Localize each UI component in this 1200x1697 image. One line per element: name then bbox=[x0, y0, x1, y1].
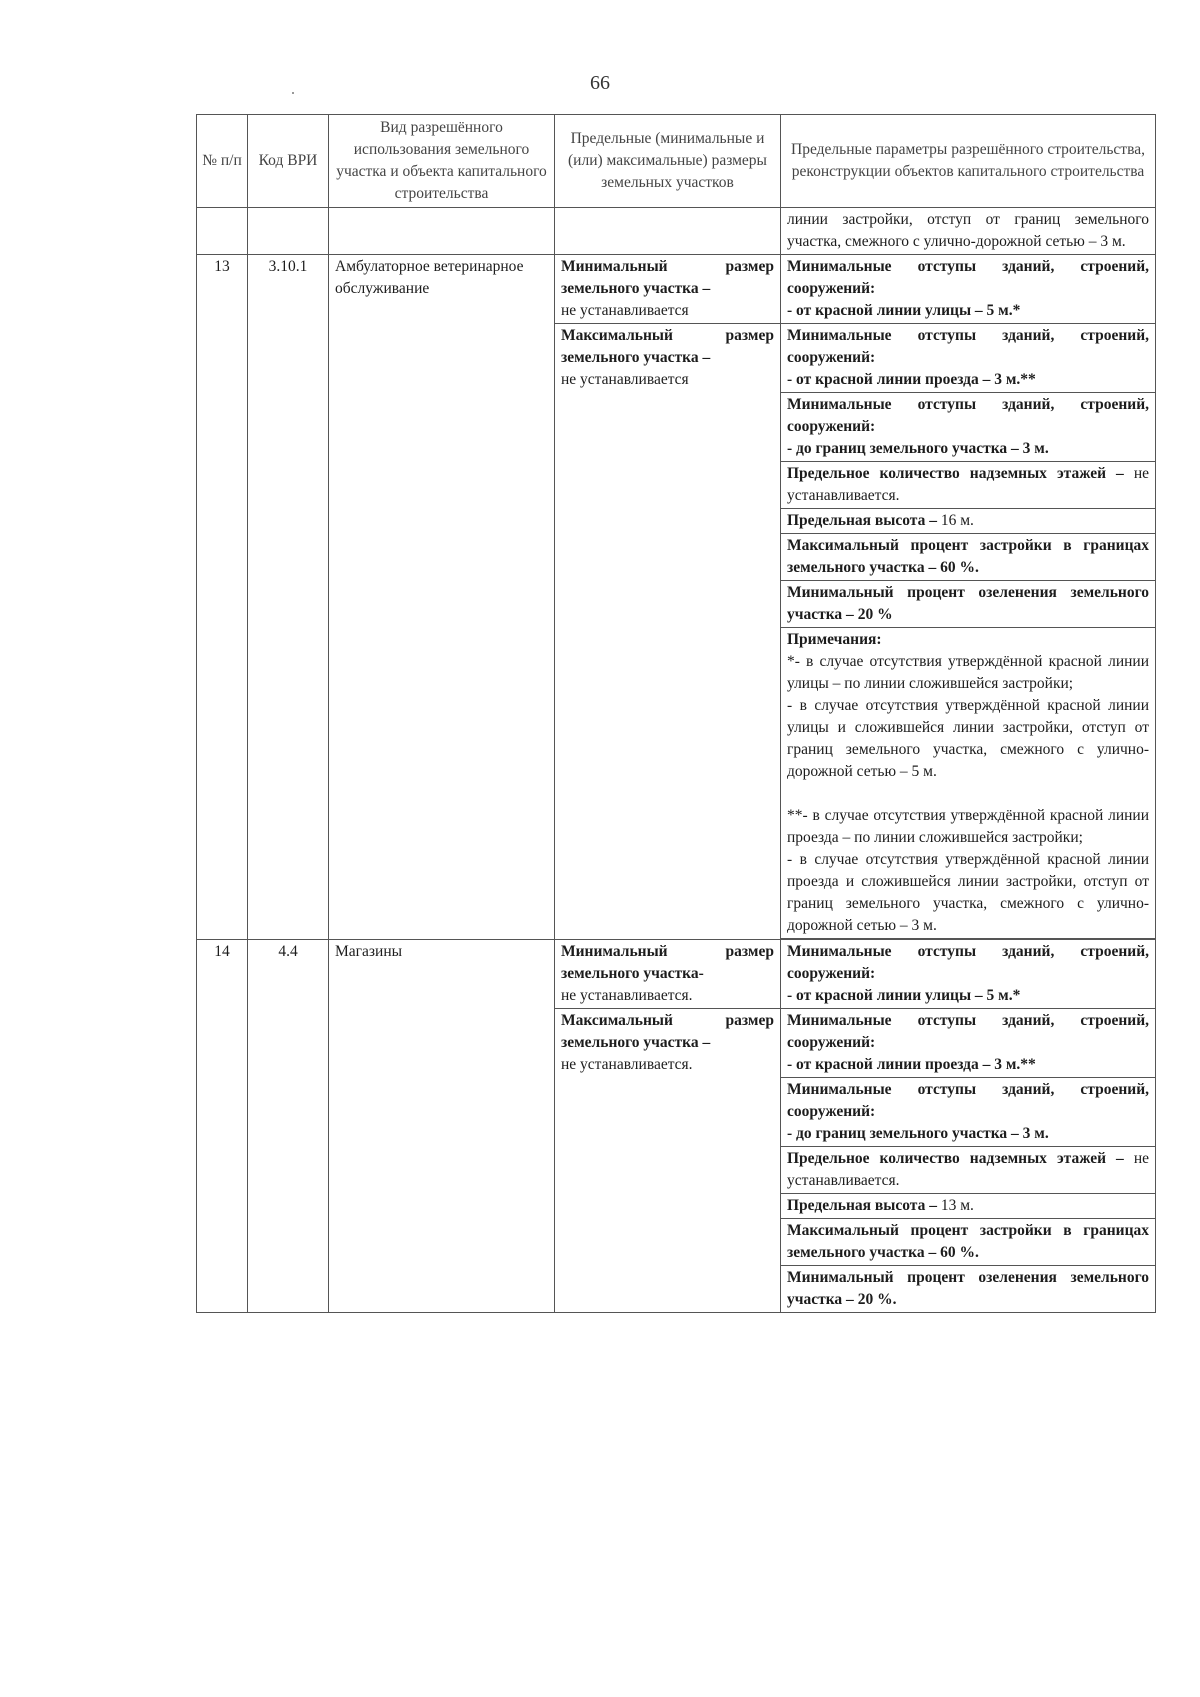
note-item: *- в случае отсутствия утверждённой красной линии улицы – по линии сложившейся застройки; bbox=[787, 653, 1149, 692]
param-rest: 60 %. bbox=[936, 559, 979, 576]
header-params: Предельные параметры разрешённого строительства, реконструкции объектов капитального строительства bbox=[781, 115, 1156, 208]
note-item: **- в случае отсутствия утверждённой красной линии проезда – по линии сложившейся застройки; bbox=[787, 807, 1149, 846]
param-bold: Минимальный процент озеленения земельного участка – bbox=[787, 584, 1149, 623]
param-rest: 16 м. bbox=[936, 512, 974, 529]
param-bold: Предельное количество надземных этажей – bbox=[787, 465, 1124, 482]
param-rest: 20 % bbox=[853, 606, 893, 623]
max-size-cell bbox=[555, 1009, 781, 1313]
min-size-value: не устанавливается. bbox=[561, 987, 693, 1004]
min-size-value: не устанавливается bbox=[561, 302, 689, 319]
header-num: № п/п bbox=[197, 115, 248, 208]
carryover-num bbox=[197, 208, 248, 255]
param-cell bbox=[781, 1078, 1156, 1147]
param-rest: - до границ земельного участка – 3 м. bbox=[787, 1125, 1049, 1142]
regulations-table bbox=[196, 114, 1156, 1313]
param-cell bbox=[781, 1266, 1156, 1313]
max-size-value: не устанавливается bbox=[561, 371, 689, 388]
table-row-carryover bbox=[197, 208, 1156, 255]
param-cell bbox=[781, 324, 1156, 393]
param-rest: - от красной линии проезда – 3 м.** bbox=[787, 371, 1036, 388]
param-rest: - от красной линии улицы – 5 м.* bbox=[787, 302, 1021, 319]
carryover-vri bbox=[329, 208, 555, 255]
param-bold: Предельная высота – bbox=[787, 1197, 937, 1214]
param-bold: Максимальный процент застройки в границах земельного участка – bbox=[787, 1222, 1149, 1261]
param-cell bbox=[781, 1009, 1156, 1078]
param-bold: Предельная высота – bbox=[787, 512, 937, 529]
header-sizes: Предельные (минимальные и (или) максимальные) размеры земельных участков bbox=[555, 115, 781, 208]
carryover-code bbox=[248, 208, 329, 255]
page-number: 66 bbox=[590, 72, 610, 94]
row-code: 3.10.1 bbox=[248, 255, 329, 940]
header-vri: Вид разрешённого использования земельного участка и объекта капитального строительства bbox=[329, 115, 555, 208]
param-rest: 60 %. bbox=[936, 1244, 979, 1261]
param-cell bbox=[781, 1219, 1156, 1266]
min-size-title: Минимальный размер земельного участка – bbox=[561, 258, 774, 297]
row-vri: Амбулаторное ветеринарное обслуживание bbox=[329, 255, 555, 940]
param-bold: Минимальный процент озеленения земельного участка – bbox=[787, 1269, 1149, 1308]
min-size-cell bbox=[555, 940, 781, 1009]
param-bold: Минимальные отступы зданий, строений, сооружений: bbox=[787, 1012, 1149, 1051]
param-cell bbox=[781, 393, 1156, 462]
row-vri: Магазины bbox=[329, 940, 555, 1313]
param-rest: - до границ земельного участка – 3 м. bbox=[787, 440, 1049, 457]
param-cell bbox=[781, 509, 1156, 534]
max-size-title: Максимальный размер земельного участка – bbox=[561, 1012, 774, 1051]
param-bold: Минимальные отступы зданий, строений, сооружений: bbox=[787, 396, 1149, 435]
param-bold: Минимальные отступы зданий, строений, сооружений: bbox=[787, 327, 1149, 366]
param-cell bbox=[781, 255, 1156, 324]
notes-title: Примечания: bbox=[787, 631, 882, 648]
carryover-sizes bbox=[555, 208, 781, 255]
param-rest: 13 м. bbox=[936, 1197, 974, 1214]
param-rest: 20 %. bbox=[853, 1291, 897, 1308]
note-item: - в случае отсутствия утверждённой красной линии проезда и сложившейся линии застройки, отступ от границ земельного участка, смежного с улично-дорожной сетью – 3 м. bbox=[787, 851, 1149, 934]
param-rest: - от красной линии проезда – 3 м.** bbox=[787, 1056, 1036, 1073]
param-cell bbox=[781, 940, 1156, 1009]
header-code: Код ВРИ bbox=[248, 115, 329, 208]
param-cell bbox=[781, 534, 1156, 581]
param-cell bbox=[781, 1194, 1156, 1219]
table-row-13 bbox=[197, 255, 1156, 324]
row-code: 4.4 bbox=[248, 940, 329, 1313]
param-bold: Минимальные отступы зданий, строений, сооружений: bbox=[787, 943, 1149, 982]
notes-cell bbox=[781, 628, 1156, 939]
param-rest: не устанавливается. bbox=[787, 465, 1149, 504]
row-num: 13 bbox=[197, 255, 248, 940]
param-cell bbox=[781, 581, 1156, 628]
table-row-14 bbox=[197, 940, 1156, 1009]
param-rest: - от красной линии улицы – 5 м.* bbox=[787, 987, 1021, 1004]
max-size-value: не устанавливается. bbox=[561, 1056, 693, 1073]
row-num: 14 bbox=[197, 940, 248, 1313]
max-size-title: Максимальный размер земельного участка – bbox=[561, 327, 774, 366]
param-bold: Максимальный процент застройки в границах земельного участка – bbox=[787, 537, 1149, 576]
table-header-row bbox=[197, 115, 1156, 208]
param-cell bbox=[781, 462, 1156, 509]
param-bold: Минимальные отступы зданий, строений, сооружений: bbox=[787, 258, 1149, 297]
note-item: - в случае отсутствия утверждённой красной линии улицы и сложившейся линии застройки, отступ от границ земельного участка, смежного с улично-дорожной сетью – 5 м. bbox=[787, 697, 1149, 780]
min-size-title: Минимальный размер земельного участка- bbox=[561, 943, 774, 982]
max-size-cell bbox=[555, 324, 781, 940]
param-bold: Предельное количество надземных этажей – bbox=[787, 1150, 1124, 1167]
param-cell bbox=[781, 1147, 1156, 1194]
note-gap bbox=[787, 783, 1149, 805]
carryover-params: линии застройки, отступ от границ земельного участка, смежного с улично-дорожной сетью – 3 м. bbox=[781, 208, 1156, 255]
min-size-cell bbox=[555, 255, 781, 324]
param-bold: Минимальные отступы зданий, строений, сооружений: bbox=[787, 1081, 1149, 1120]
param-rest: не устанавливается. bbox=[787, 1150, 1149, 1189]
